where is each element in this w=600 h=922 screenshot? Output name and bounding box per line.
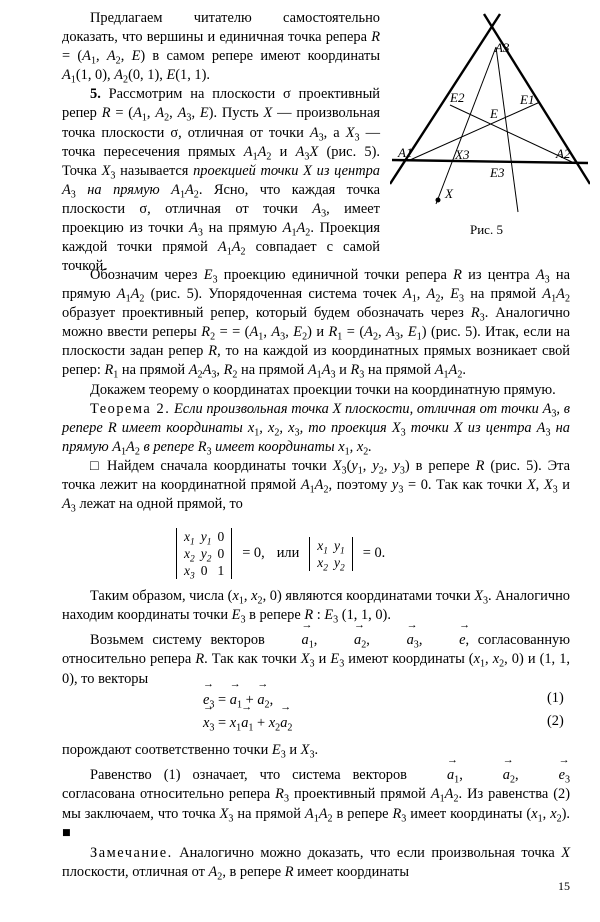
label-a3: A3 — [495, 40, 510, 55]
det-eq1: = 0, — [242, 545, 265, 561]
paragraph-7: Возьмем систему векторов → $a_1$, → $a_2$, → $a_3$, → e, согласованную относительно репера R. Так как точки $X_3$ и $E_3$ имеют координаты ($x_1$, $x_2$, 0) и (1, 1, 0), то векторы — [62, 631, 570, 689]
paragraph-9: Равенство (1) означает, что система векторов → $a_1$, → $a_2$, → $e_3$ согласована относительно репера $R_3$ проективный прямой $A_1A_2$. Из равенства (2) мы заключаем, что точка $X_3$ на прямой $A_1A_2$ в репере $R_3$ имеет координаты ($x_1$, $x_2$). ■ — [62, 766, 570, 844]
label-x3: X3 — [455, 147, 470, 162]
body-block-1 — [62, 266, 570, 514]
paragraph-6: Таким образом, числа ($x_1$, $x_2$, 0) являются координатами точки $X_3$. Аналогично находим координаты точки $E_3$ в репере R : $E_3$ (1, 1, 0). — [62, 588, 570, 626]
det-3x3: $x_1$ $y_1$ 0 $x_2$ $y_2$ 0 $x_3$ 0 1 — [176, 528, 232, 579]
intro-block — [62, 9, 380, 276]
label-e1: E1 — [520, 92, 535, 107]
paragraph-8: порождают соответственно точки $E_3$ и $X_3$. — [62, 742, 319, 761]
body-block-2 — [62, 587, 570, 625]
label-a2: A2 — [556, 146, 571, 161]
paragraph-3: Обозначим через $E_3$ проекцию единичной точки репера R из центра $A_3$ на прямую $A_1A_2$ (рис. 5). Упорядоченная система точек $A_1$, $A_2$, $E_3$ на прямой $A_1A_2$ образует проективный репер, который будем обозначать через $R_3$. Аналогично можно ввести реперы $R_2$ = = ($A_1$, $A_3$, $E_2$) и $R_1 = (A_2$, $A_3$, $E_1$) (рис. 5). Итак, если на плоскости задан репер R, то на каждой из координатных прямых возникает свой репер: $R_1$ на прямой $A_2A_3$, $R_2$ на прямой $A_1A_3$ и $R_3$ на прямой $A_1A_2$. — [62, 267, 570, 381]
paragraph-5: □ Найдем сначала координаты точки $X_3(y_1$, $y_2$, $y_3$) в репере R (рис. 5). Эта точка лежит на координатной прямой $A_1A_2$, поэтому $y_3 = 0$. Так как точки X, $X_3$ и $A_3$ лежат на одной прямой, то — [62, 457, 571, 515]
line-a1-e1 — [410, 102, 540, 160]
det-2x2: $x_1$ $y_1$ $x_2$ $y_2$ — [309, 537, 352, 571]
line-a3-e3 — [496, 47, 518, 212]
body-block-3 — [62, 631, 570, 689]
point-x — [436, 198, 441, 203]
det-eq2: = 0. — [362, 545, 386, 561]
paragraph-10: Замечание. Аналогично можно доказать, что если произвольная точка X плоскости, отличная от $A_2$, в репере R имеет координаты — [62, 844, 570, 883]
label-e3: E3 — [490, 165, 505, 180]
label-e: E — [490, 106, 498, 121]
label-x: X — [445, 186, 453, 201]
determinant-equation — [172, 528, 386, 582]
equation-2-number: (2) — [547, 713, 564, 729]
paragraph-1: Предлагаем читателю самостоятельно доказать, что вершины и единичная точка репера $R = (A_1$, $A_2$, E) в самом репере имеют координаты $A_1(1$, 0), $A_2(0$, 1), E(1, 1). — [62, 10, 380, 86]
equation-1-number: (1) — [547, 690, 564, 706]
label-e2: E2 — [450, 90, 465, 105]
figure-5 — [390, 12, 590, 217]
label-a1: A1 — [398, 145, 413, 160]
theorem-2: Теорема 2. Если произвольная точка X плоскости, отличная от точки $A_3$, в репере R имеет координаты $x_1$, $x_2$, $x_3$, то проекция $X_3$ точки X из центра $A_3$ на прямую $A_1A_2$ в репере $R_3$ имеет координаты $x_1$, $x_2$. — [62, 400, 570, 458]
figure-caption: Рис. 5 — [470, 222, 503, 237]
paragraph-2: 5. Рассмотрим на плоскости σ проективный репер $R = (A_1$, $A_2$, $A_3$, E). Пусть X — произвольная точка плоскости σ, отличная от точки $A_3$, а $X_3$ — точка пересечения прямых $A_1A_2$ и $A_3X$ (рис. 5). Точка $X_3$ называется проекцией точки X из центра $A_3$ на прямую $A_1A_2$. Ясно, что каждая точка плоскости σ, отличная от точки $A_3$, имеет проекцию из точки $A_3$ на прямую $A_1A_2$. Проекция каждой точки прямой $A_1A_2$ совпадает с самой точкой. — [62, 86, 380, 275]
page-number: 15 — [558, 879, 570, 893]
paragraph-4: Докажем теорему о координатах проекции точки на координатную прямую. — [90, 381, 556, 398]
equation-2: → $x_3 = x_1\to a_1 + x_2\to a_2$ — [203, 713, 292, 733]
det-or: или — [276, 545, 300, 561]
equation-1: → $e_3$ = → $a_1$ + → $a_2$, — [203, 690, 273, 710]
body-block-5 — [62, 766, 570, 882]
